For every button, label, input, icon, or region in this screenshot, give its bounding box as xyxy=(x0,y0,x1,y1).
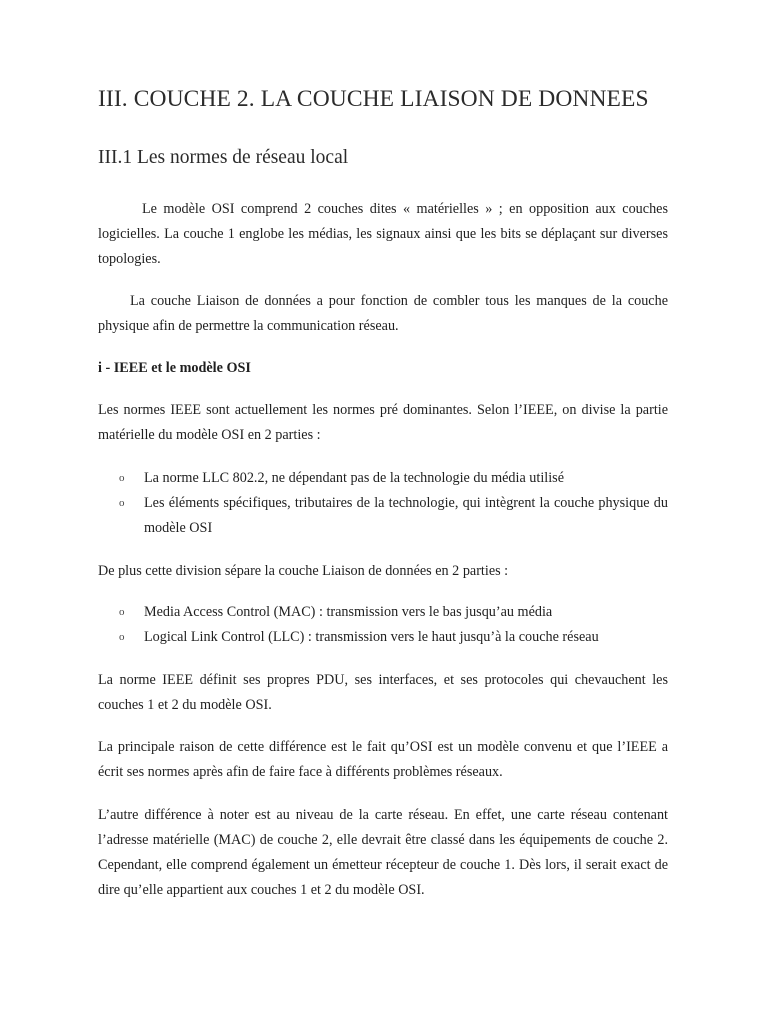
list-item-text: La norme LLC 802.2, ne dépendant pas de la technologie du média utilisé xyxy=(144,470,564,486)
list-item-text: Media Access Control (MAC) : transmission vers le bas jusqu’au média xyxy=(144,604,553,620)
paragraph-osi-intro: Le modèle OSI comprend 2 couches dites « matérielles » ; en opposition aux couches logicielles. La couche 1 englobe les médias, les signaux ainsi que les bits se déplaçant sur diverses topologies. xyxy=(98,201,668,267)
paragraph-ieee-norms: Les normes IEEE sont actuellement les normes pré dominantes. Selon l’IEEE, on divise la partie matérielle du modèle OSI en 2 parties : xyxy=(98,402,668,443)
list-item xyxy=(98,491,668,541)
paragraph-liaison-role: La couche Liaison de données a pour fonction de combler tous les manques de la couche physique afin de permettre la communication réseau. xyxy=(98,293,668,334)
section-title: III.1 Les normes de réseau local xyxy=(98,147,349,168)
list-item xyxy=(98,600,668,625)
list-item-text: Les éléments spécifiques, tributaires de la technologie, qui intègrent la couche physique du modèle OSI xyxy=(144,495,668,536)
list-item xyxy=(98,466,668,491)
list-item xyxy=(98,625,668,650)
list-item-text: Logical Link Control (LLC) : transmission vers le haut jusqu’à la couche réseau xyxy=(144,629,599,645)
bullet-marker: o xyxy=(119,631,125,643)
bullet-list-parts xyxy=(98,466,668,541)
subsection-heading-ieee: i - IEEE et le modèle OSI xyxy=(98,360,251,376)
paragraph-difference-reason: La principale raison de cette différence est le fait qu’OSI est un modèle convenu et que l’IEEE a écrit ses normes après afin de faire face à différents problèmes réseaux. xyxy=(98,739,668,780)
chapter-title: III. COUCHE 2. LA COUCHE LIAISON DE DONNEES xyxy=(98,86,649,112)
bullet-list-sublayers xyxy=(98,600,668,650)
bullet-marker: o xyxy=(119,606,125,618)
paragraph-ieee-pdu: La norme IEEE définit ses propres PDU, ses interfaces, et ses protocoles qui chevauchent les couches 1 et 2 du modèle OSI. xyxy=(98,672,668,713)
bullet-marker: o xyxy=(119,497,125,509)
paragraph-division: De plus cette division sépare la couche Liaison de données en 2 parties : xyxy=(98,563,509,579)
paragraph-network-card: L’autre différence à noter est au niveau de la carte réseau. En effet, une carte réseau contenant l’adresse matérielle (MAC) de couche 2, elle devrait être classé dans les équipements de couche 2. Cependant, elle comprend également un émetteur récepteur de couche 1. Dès lors, il serait exact de dire qu’elle appartient aux couches 1 et 2 du modèle OSI. xyxy=(98,807,668,898)
bullet-marker: o xyxy=(119,472,125,484)
